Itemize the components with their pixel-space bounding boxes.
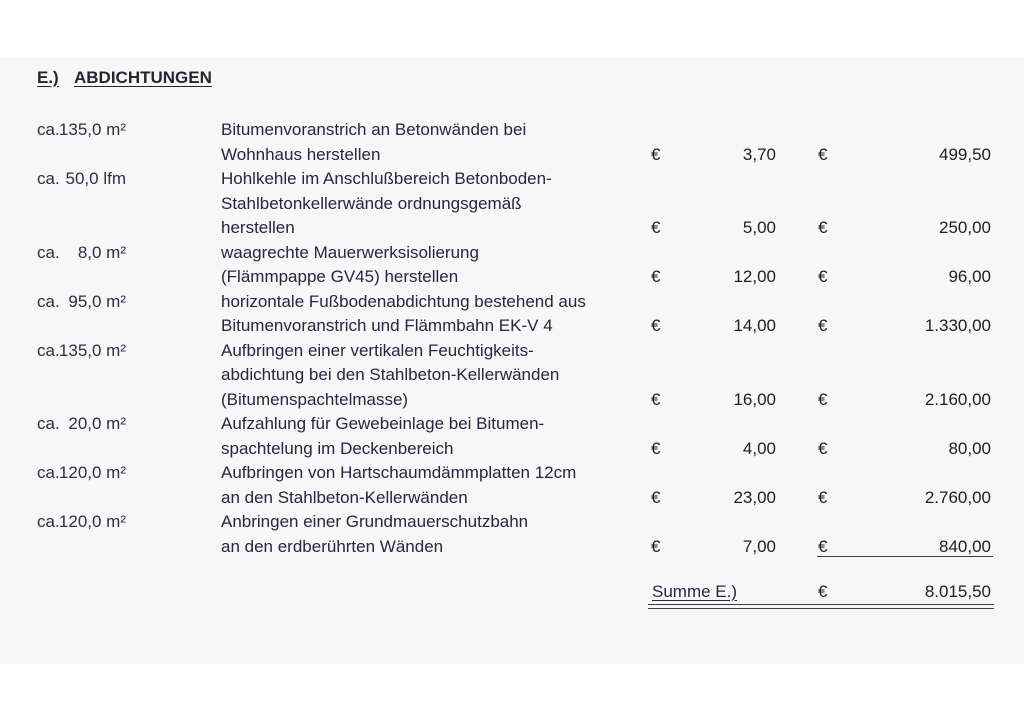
unit-price-currency: € (651, 316, 661, 335)
section-title: ABDICHTUNGEN (74, 68, 212, 87)
item-description-line: Bitumenvoranstrich und Flämmbahn EK-V 4 (221, 316, 553, 335)
subtotal-rule (817, 556, 993, 557)
item-description-line: abdichtung bei den Stahlbeton-Kellerwänden (221, 365, 560, 384)
unit-price-currency: € (651, 438, 661, 458)
unit-price: 23,00 (733, 487, 776, 507)
item-description-line: an den erdberührten Wänden (221, 536, 444, 556)
item-prefix: ca. (37, 169, 60, 188)
total-currency: € (818, 218, 828, 237)
item-quantity: 50,0 lfm (65, 169, 126, 188)
item-description-line: an den Stahlbeton-Kellerwänden (221, 487, 468, 507)
item-description-line: Wohnhaus herstellen (221, 144, 381, 164)
total-currency: € (818, 438, 828, 458)
total-currency: € (818, 144, 828, 164)
unit-price-currency: € (651, 218, 661, 237)
unit-price: 14,00 (733, 316, 776, 335)
unit-price: 3,70 (742, 144, 776, 164)
item-total: 96,00 (948, 267, 991, 286)
item-total: 2.760,00 (924, 487, 991, 507)
item-description-line: Anbringen einer Grundmauerschutzbahn (221, 512, 529, 531)
unit-price-currency: € (651, 144, 661, 164)
item-description-line: Aufzahlung für Gewebeinlage bei Bitumen- (221, 414, 545, 433)
item-description-line: waagrechte Mauerwerksisolierung (221, 242, 479, 262)
section-code: E.) (37, 68, 59, 87)
item-prefix: ca. (37, 463, 60, 482)
total-currency: € (818, 389, 828, 409)
item-prefix: ca. (37, 291, 60, 311)
item-quantity: 135,0 m² (58, 120, 126, 139)
unit-price-currency: € (651, 536, 661, 556)
item-prefix: ca. (37, 340, 60, 360)
unit-price: 7,00 (742, 536, 776, 556)
item-description-line: Bitumenvoranstrich an Betonwänden bei (221, 120, 527, 139)
summary-double-rule (648, 604, 994, 609)
unit-price: 5,00 (742, 218, 776, 237)
item-description-line: Hohlkehle im Anschlußbereich Betonboden- (221, 169, 552, 188)
item-total: 840,00 (939, 536, 991, 556)
item-description-line: (Flämmpappe GV45) herstellen (221, 267, 459, 286)
item-total: 1.330,00 (924, 316, 991, 335)
item-total: 80,00 (948, 438, 991, 458)
document-page (0, 58, 1024, 664)
unit-price-currency: € (651, 487, 661, 507)
item-total: 2.160,00 (924, 389, 991, 409)
item-description-line: Aufbringen von Hartschaumdämmplatten 12cm (221, 463, 577, 482)
item-description-line: horizontale Fußbodenabdichtung bestehend aus (221, 291, 586, 311)
summary-label: Summe E.) (652, 582, 738, 601)
item-description-line: herstellen (221, 218, 295, 237)
unit-price: 12,00 (733, 267, 776, 286)
item-total: 499,50 (939, 144, 991, 164)
item-quantity: 95,0 m² (68, 291, 126, 311)
unit-price: 4,00 (742, 438, 776, 458)
summary-total: 8.015,50 (924, 582, 991, 601)
item-quantity: 135,0 m² (58, 340, 126, 360)
item-quantity: 8,0 m² (77, 242, 126, 262)
item-total: 250,00 (939, 218, 991, 237)
total-currency: € (818, 267, 828, 286)
item-description-line: spachtelung im Deckenbereich (221, 438, 454, 458)
item-prefix: ca. (37, 512, 60, 531)
item-description-line: Aufbringen einer vertikalen Feuchtigkeits- (221, 340, 534, 360)
item-quantity: 120,0 m² (58, 463, 126, 482)
item-prefix: ca. (37, 414, 60, 433)
total-currency: € (818, 487, 828, 507)
total-currency: € (818, 536, 828, 556)
unit-price: 16,00 (733, 389, 776, 409)
item-prefix: ca. (37, 120, 60, 139)
summary-currency: € (818, 582, 828, 601)
total-currency: € (818, 316, 828, 335)
unit-price-currency: € (651, 267, 661, 286)
item-description-line: (Bitumenspachtelmasse) (221, 389, 409, 409)
item-quantity: 120,0 m² (58, 512, 126, 531)
item-quantity: 20,0 m² (68, 414, 126, 433)
item-prefix: ca. (37, 242, 60, 262)
unit-price-currency: € (651, 389, 661, 409)
item-description-line: Stahlbetonkellerwände ordnungsgemäß (221, 193, 522, 213)
